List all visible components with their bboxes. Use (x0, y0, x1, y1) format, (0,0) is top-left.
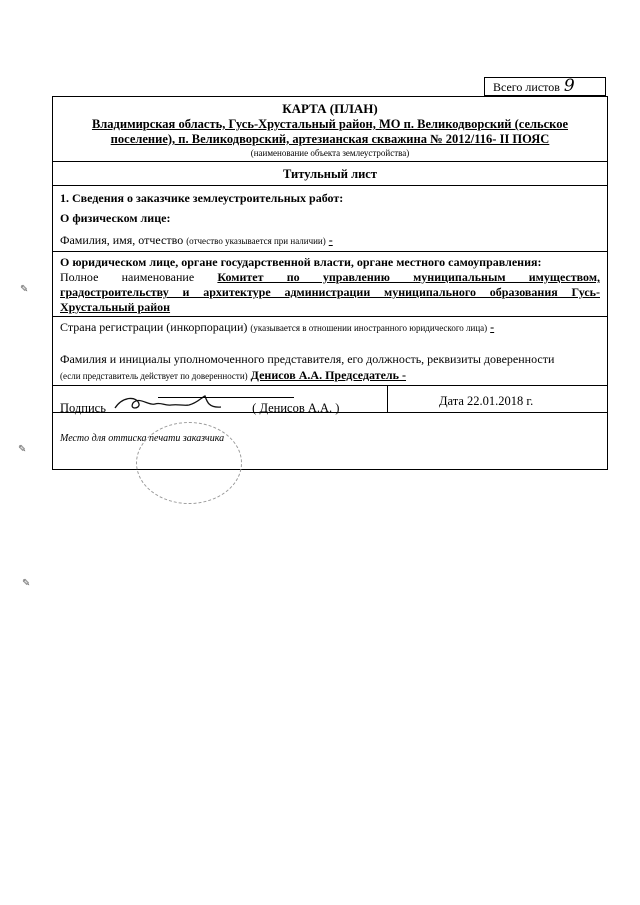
fio-row (60, 233, 600, 248)
representative-label: Фамилия и инициалы уполномоченного представителя, его должность, реквизиты доверенности (60, 352, 555, 366)
object-name-note: (наименование объекта землеустройства) (250, 148, 410, 158)
full-name-line1: Комитет по управлению муниципальным имуществом, (217, 270, 600, 284)
total-sheets-label: Всего листов (493, 80, 560, 94)
divider (53, 385, 607, 386)
full-name-label: Полное наименование (60, 270, 195, 284)
individual-heading: О физическом лице: (60, 211, 171, 225)
representative-note: (если представитель действует по доверенности) (60, 371, 248, 381)
full-name-line2: градостроительству и архитектуре администрации муниципального образования Гусь- (60, 285, 600, 299)
full-name-row (60, 270, 600, 284)
fio-value: - (328, 233, 333, 247)
scan-mark: ✎ (18, 444, 27, 455)
sheet-title: Титульный лист (283, 167, 377, 181)
representative-row (60, 368, 600, 383)
divider (53, 185, 607, 186)
divider (53, 161, 607, 162)
signature-date: Дата 22.01.2018 г. (439, 394, 534, 408)
country-label: Страна регистрации (инкорпорации) (60, 320, 248, 334)
fio-note: (отчество указывается при наличии) (186, 236, 326, 246)
divider (53, 412, 607, 413)
legal-heading: О юридическом лице, органе государственной власти, органе местного самоуправления: (60, 255, 542, 269)
total-sheets-box (484, 77, 606, 96)
representative-value: Денисов А.А. Председатель - (250, 368, 407, 382)
fio-label: Фамилия, имя, отчество (60, 233, 184, 247)
stamp-place-label: Место для оттиска печати заказчика (60, 433, 225, 444)
signature-name: ( Денисов А.А. ) (252, 401, 340, 415)
customer-section-title: 1. Сведения о заказчике землеустроительных работ: (60, 191, 344, 205)
signature-line (158, 397, 294, 398)
scan-mark: ✎ (20, 284, 29, 295)
signature-label: Подпись (60, 401, 106, 415)
stamp-impression (136, 422, 242, 504)
country-row (60, 320, 600, 335)
object-name-line1: Владимирская область, Гусь-Хрустальный район, МО п. Великодворский (сельское (91, 117, 569, 131)
object-name-line2: поселение), п. Великодворский, артезианская скважина № 2012/116- II ПОЯС (110, 132, 550, 146)
document-title: КАРТА (ПЛАН) (282, 101, 378, 116)
scan-mark: ✎ (22, 578, 31, 589)
title-sheet-frame (52, 96, 608, 470)
object-name (53, 117, 607, 147)
total-sheets-value: 9 (563, 76, 575, 96)
full-name-line3: Хрустальный район (60, 300, 171, 314)
divider (53, 316, 607, 317)
divider (53, 251, 607, 252)
country-note: (указывается в отношении иностранного юридического лица) (250, 323, 488, 333)
country-value: - (490, 320, 495, 334)
